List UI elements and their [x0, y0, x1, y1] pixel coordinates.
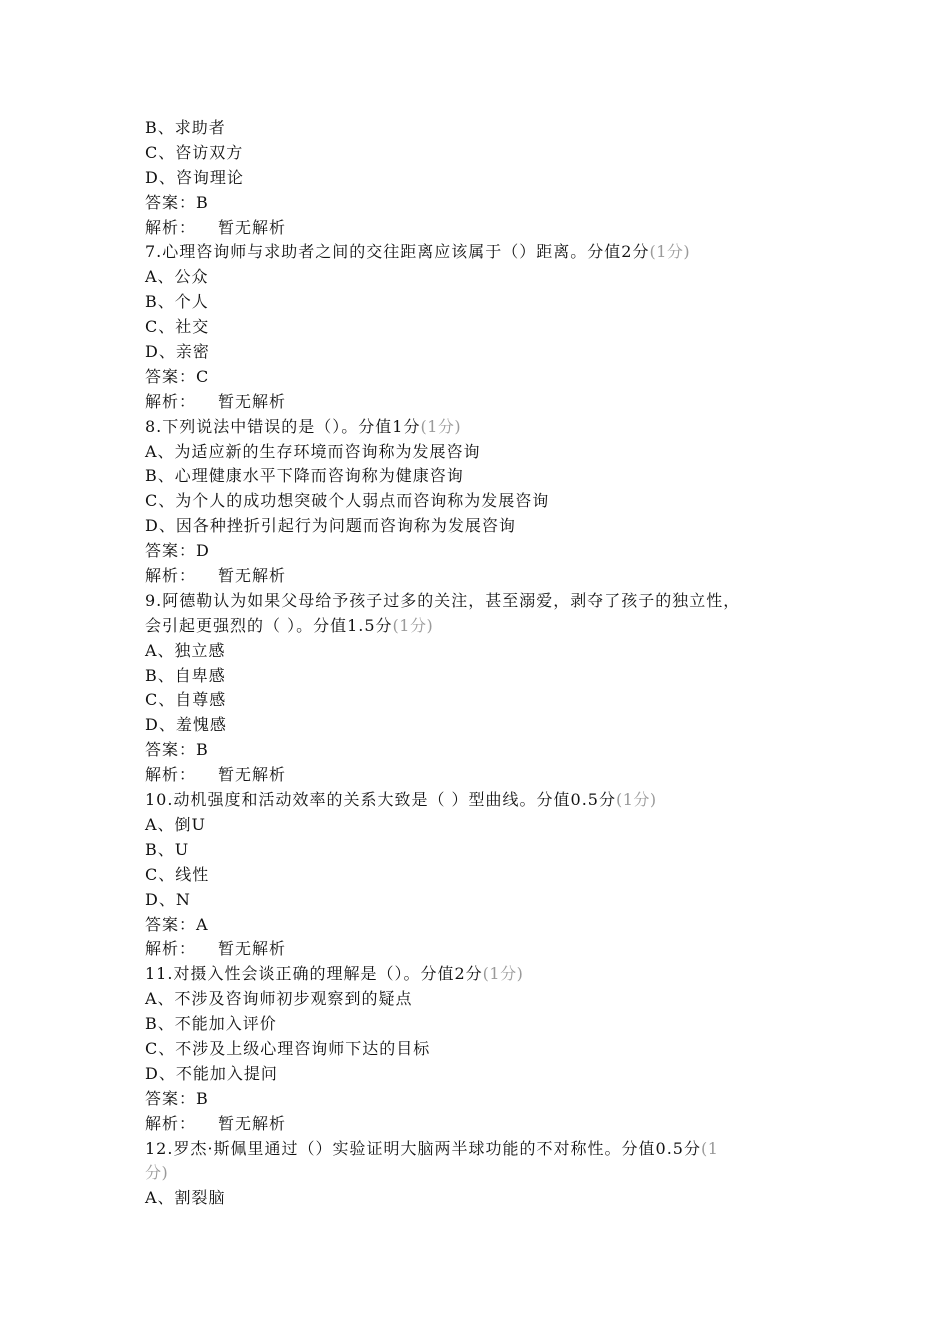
question-q12-line2 [145, 1161, 810, 1186]
option-q11-d: D、不能加入提问 [145, 1063, 278, 1083]
analysis-label: 解析： [145, 939, 197, 959]
option-q7-d: D、亲密 [145, 342, 210, 362]
option-q10-d: D、N [145, 889, 191, 909]
option-q7-a: A、公众 [145, 267, 209, 287]
question-q11 [145, 962, 810, 987]
option-q8-b: B、心理健康水平下降而咨询称为健康咨询 [145, 466, 464, 486]
analysis-q8 [145, 564, 810, 589]
analysis-label: 解析： [145, 566, 197, 586]
option-q7-c: C、社交 [145, 317, 210, 337]
option-q11-a: A、不涉及咨询师初步观察到的疑点 [145, 989, 413, 1009]
analysis-text: 暂无解析 [218, 765, 287, 785]
question-q7 [145, 240, 810, 265]
option-q9-a: A、独立感 [145, 640, 226, 660]
analysis-q9 [145, 763, 810, 788]
question-q8 [145, 415, 810, 440]
document-page [145, 116, 810, 1211]
score-badge-part1: (1 [700, 1138, 719, 1158]
option-q8-a: A、为适应新的生存环境而咨询称为发展咨询 [145, 441, 481, 461]
option-q6-d: D、咨询理论 [145, 167, 244, 187]
analysis-q11 [145, 1112, 810, 1137]
answer-q8: 答案：D [145, 541, 210, 561]
analysis-text: 暂无解析 [218, 1113, 287, 1133]
question-q9-line1: 9.阿德勒认为如果父母给予孩子过多的关注，甚至溺爱，剥夺了孩子的独立性， [145, 590, 741, 610]
question-stem: 11.对摄入性会谈正确的理解是（）。分值2分 [145, 964, 483, 984]
option-q9-b: B、自卑感 [145, 665, 226, 685]
option-q11-c: C、不涉及上级心理咨询师下达的目标 [145, 1038, 431, 1058]
answer-q11: 答案：B [145, 1088, 209, 1108]
score-badge: (1分) [392, 615, 434, 635]
option-q10-c: C、线性 [145, 864, 210, 884]
question-stem: 10.动机强度和活动效率的关系大致是（ ）型曲线。分值0.5分 [145, 790, 616, 810]
option-q6-b: B、求助者 [145, 118, 226, 137]
answer-q6: 答案：B [145, 192, 209, 212]
analysis-label: 解析： [145, 391, 197, 411]
option-q9-d: D、羞愧感 [145, 715, 227, 735]
score-badge: (1分) [420, 416, 462, 436]
option-q10-b: B、U [145, 839, 190, 859]
answer-q9: 答案：B [145, 740, 209, 760]
analysis-text: 暂无解析 [218, 939, 287, 959]
question-q12-line1 [145, 1137, 810, 1162]
option-q11-b: B、不能加入评价 [145, 1014, 277, 1034]
analysis-q10 [145, 937, 810, 962]
score-badge: (1分) [482, 964, 524, 984]
analysis-label: 解析： [145, 1113, 197, 1133]
analysis-text: 暂无解析 [218, 217, 287, 237]
analysis-q6 [145, 216, 810, 241]
question-stem: 12.罗杰·斯佩里通过（）实验证明大脑两半球功能的不对称性。分值0.5分 [145, 1138, 701, 1158]
question-stem: 7.心理咨询师与求助者之间的交往距离应该属于（）距离。分值2分 [145, 242, 650, 262]
question-q9-line2 [145, 614, 810, 639]
option-q6-c: C、咨访双方 [145, 142, 244, 162]
score-badge: (1分) [649, 242, 691, 262]
answer-q7: 答案：C [145, 366, 210, 386]
option-q8-d: D、因各种挫折引起行为问题而咨询称为发展咨询 [145, 516, 516, 536]
score-badge-part2: 分) [145, 1163, 169, 1183]
option-q12-a: A、割裂脑 [145, 1188, 226, 1208]
analysis-text: 暂无解析 [218, 391, 287, 411]
option-q9-c: C、自尊感 [145, 690, 227, 710]
answer-q10: 答案：A [145, 914, 209, 934]
question-stem: 会引起更强烈的（ ）。分值1.5分 [145, 615, 393, 635]
analysis-label: 解析： [145, 765, 197, 785]
option-q8-c: C、为个人的成功想突破个人弱点而咨询称为发展咨询 [145, 491, 550, 511]
option-q10-a: A、倒U [145, 814, 207, 834]
analysis-label: 解析： [145, 217, 197, 237]
option-q7-b: B、个人 [145, 292, 209, 312]
question-stem: 8.下列说法中错误的是（）。分值1分 [145, 416, 421, 436]
question-q10 [145, 788, 810, 813]
analysis-text: 暂无解析 [218, 566, 287, 586]
score-badge: (1分) [615, 790, 657, 810]
analysis-q7 [145, 390, 810, 415]
